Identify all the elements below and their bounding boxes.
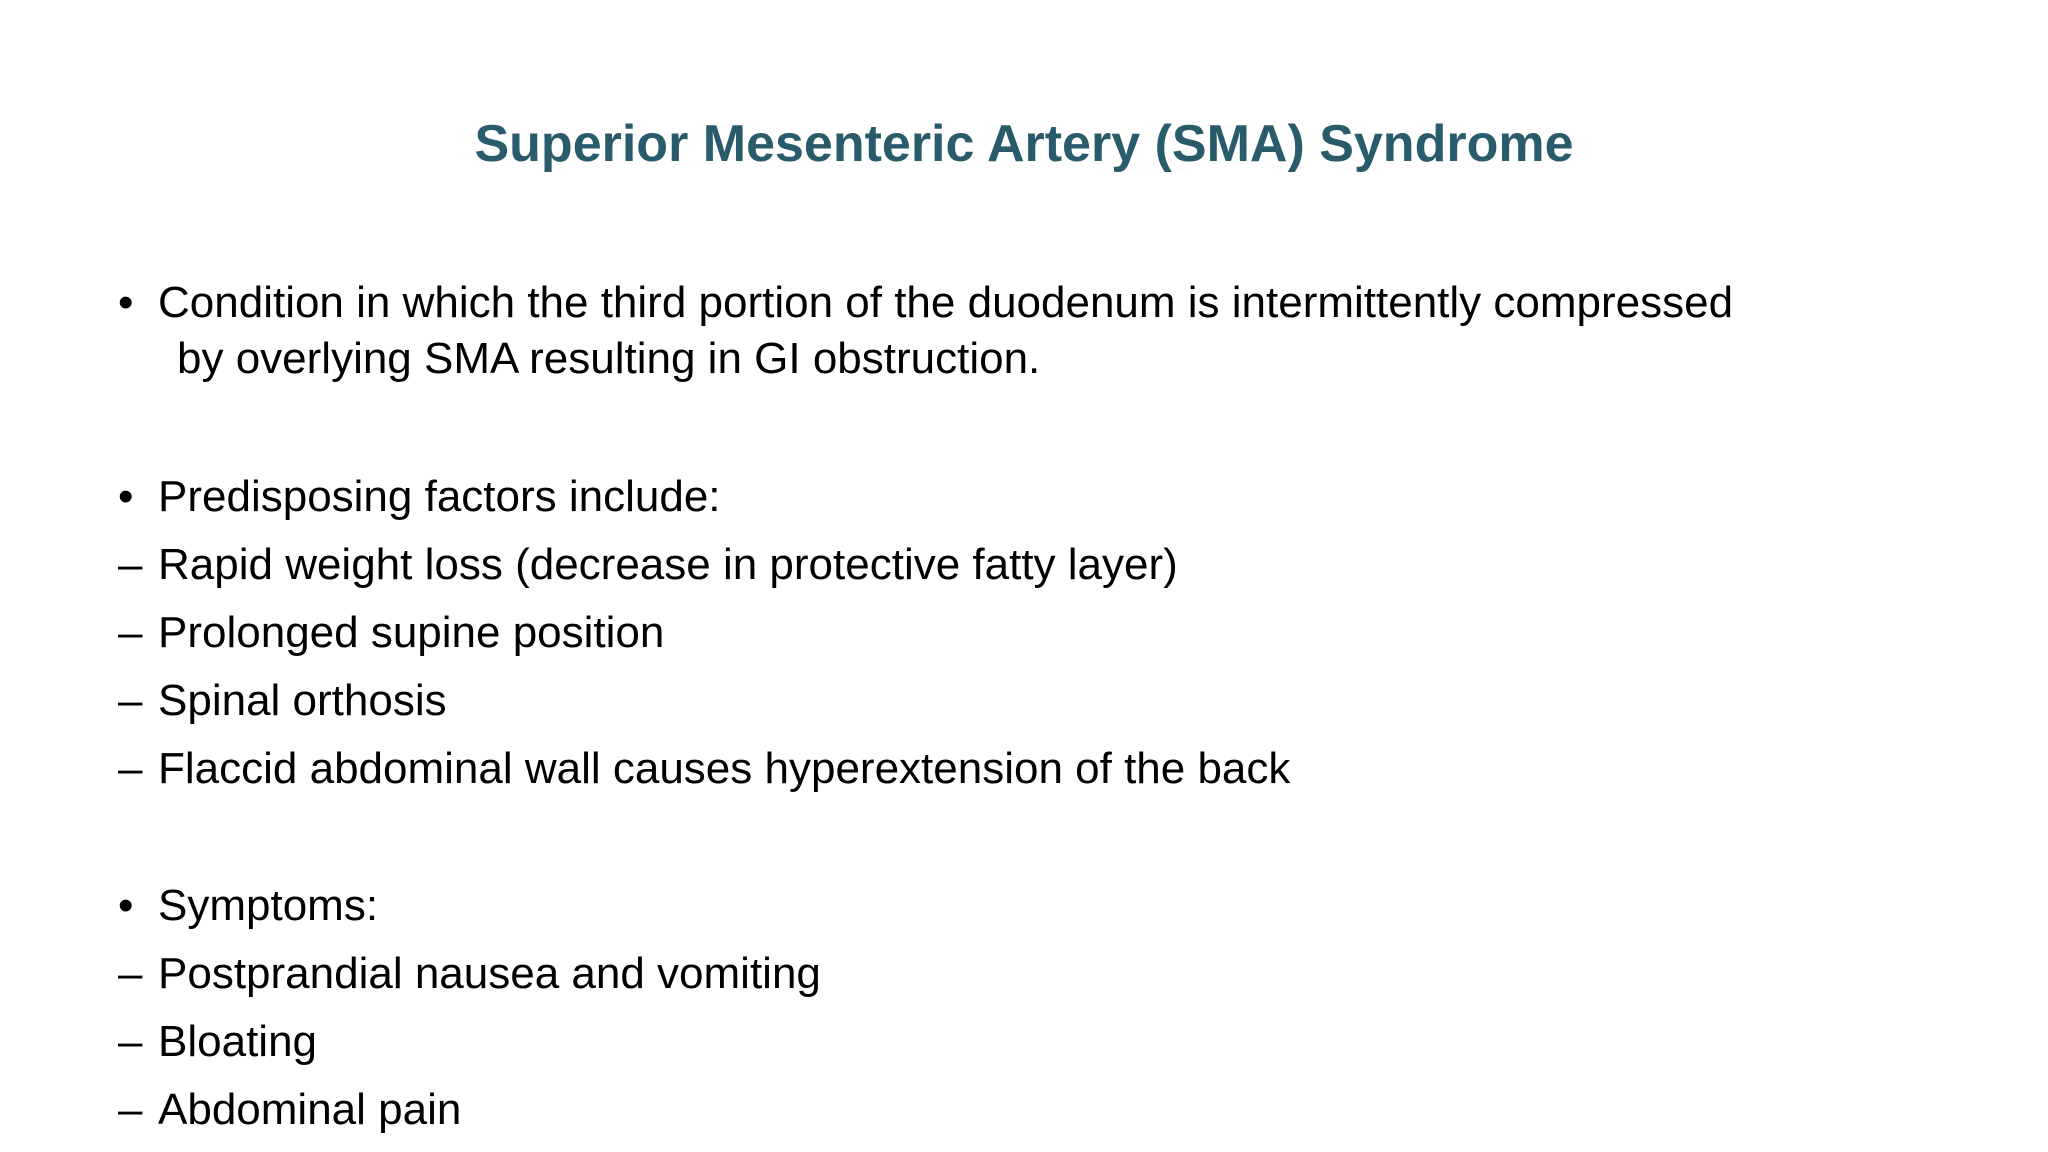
predisposing-item — [118, 537, 1178, 593]
bullet-icon: • — [118, 881, 134, 930]
predisposing-item — [118, 673, 447, 729]
definition-line-1 — [118, 275, 1733, 331]
dash-icon: – — [118, 949, 143, 998]
definition-text-1: Condition in which the third portion of the duodenum is intermittently compressed — [158, 278, 1734, 327]
definition-text-2: by overlying SMA resulting in GI obstruction. — [177, 334, 1041, 383]
definition-line-2 — [177, 331, 1040, 387]
predisposing-heading-text: Predisposing factors include: — [158, 472, 721, 521]
symptoms-item — [118, 1082, 461, 1138]
slide-title: Superior Mesenteric Artery (SMA) Syndrome — [474, 115, 1574, 173]
dash-icon: – — [118, 540, 143, 589]
dash-icon: – — [118, 1017, 143, 1066]
predisposing-item — [118, 605, 664, 661]
dash-icon: – — [118, 608, 143, 657]
dash-icon: – — [118, 744, 143, 793]
predisposing-item — [118, 741, 1290, 797]
symptoms-item — [118, 946, 821, 1002]
predisposing-item-text: Flaccid abdominal wall causes hyperextension of the back — [158, 744, 1291, 793]
bullet-icon: • — [118, 472, 134, 521]
symptoms-heading-text: Symptoms: — [158, 881, 379, 930]
bullet-icon: • — [118, 278, 134, 327]
symptoms-item-text: Bloating — [158, 1017, 318, 1066]
dash-icon: – — [118, 676, 143, 725]
predisposing-item-text: Prolonged supine position — [158, 608, 665, 657]
predisposing-item-text: Rapid weight loss (decrease in protective fatty layer) — [158, 540, 1178, 589]
symptoms-heading — [118, 878, 378, 934]
symptoms-item — [118, 1014, 317, 1070]
predisposing-item-text: Spinal orthosis — [158, 676, 447, 725]
symptoms-item-text: Abdominal pain — [158, 1085, 462, 1134]
symptoms-item-text: Postprandial nausea and vomiting — [158, 949, 821, 998]
predisposing-heading — [118, 469, 721, 525]
dash-icon: – — [118, 1085, 143, 1134]
